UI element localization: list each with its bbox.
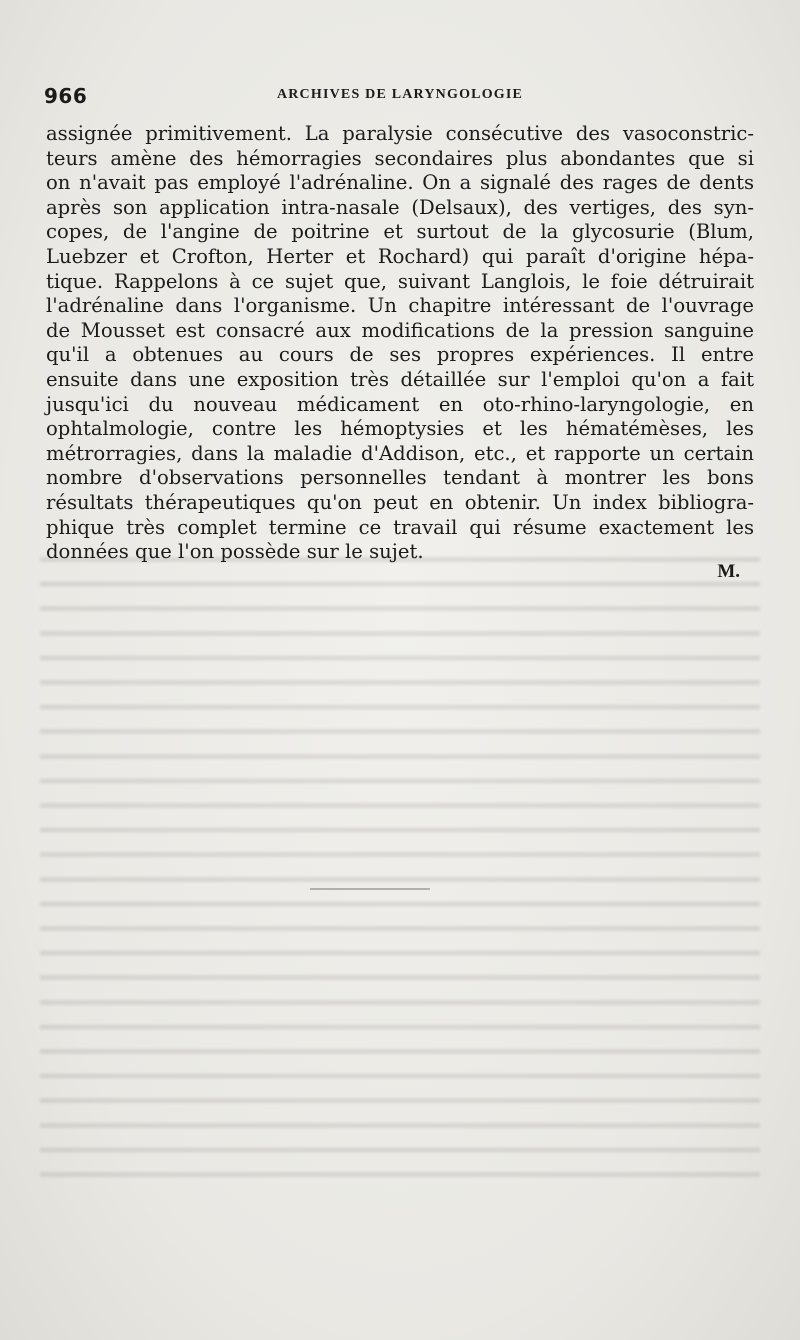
text-line: l'adrénaline dans l'organisme. Un chapitre intéressant de l'ouvrage xyxy=(46,294,754,318)
text-line: copes, de l'angine de poitrine et surtout de la glycosurie (Blum, xyxy=(46,220,754,244)
body-paragraph xyxy=(46,122,754,582)
text-line: après son application intra-nasale (Delsaux), des vertiges, des syn- xyxy=(46,195,754,219)
page-header xyxy=(44,84,756,114)
author-signature: M. xyxy=(717,561,740,582)
text-line: nombre d'observations personnelles tendant à montrer les bons xyxy=(46,466,754,490)
page-number: 966 xyxy=(44,84,88,108)
text-line: ensuite dans une exposition très détaillée sur l'emploi qu'on a fait xyxy=(46,367,754,391)
text-line: résultats thérapeutiques qu'on peut en obtenir. Un index bibliogra- xyxy=(46,490,754,514)
text-line: Luebzer et Crofton, Herter et Rochard) qui paraît d'origine hépa- xyxy=(46,244,754,268)
text-line: qu'il a obtenues au cours de ses propres expériences. Il entre xyxy=(46,343,754,367)
text-line: métrorragies, dans la maladie d'Addison, etc., et rapporte un certain xyxy=(46,441,754,465)
text-line: phique très complet termine ce travail qui résume exactement les xyxy=(46,515,754,539)
text-line: on n'avait pas employé l'adrénaline. On a signalé des rages de dents xyxy=(46,171,754,195)
text-line: ophtalmologie, contre les hémoptysies et les hématémèses, les xyxy=(46,417,754,441)
text-line: de Mousset est consacré aux modifications de la pression sanguine xyxy=(46,318,754,342)
text-line: assignée primitivement. La paralysie consécutive des vasoconstric- xyxy=(46,122,754,145)
text-line: teurs amène des hémorragies secondaires plus abondantes que si xyxy=(46,146,754,170)
bleed-through-text xyxy=(40,545,760,1185)
text-line: données que l'on possède sur le sujet. xyxy=(46,540,424,564)
text-line: jusqu'ici du nouveau médicament en oto-rhino-laryngologie, en xyxy=(46,392,754,416)
bleed-through-rule xyxy=(310,888,430,890)
text-line: tique. Rappelons à ce sujet que, suivant Langlois, le foie détruirait xyxy=(46,269,754,293)
running-head: ARCHIVES DE LARYNGOLOGIE xyxy=(276,87,524,102)
